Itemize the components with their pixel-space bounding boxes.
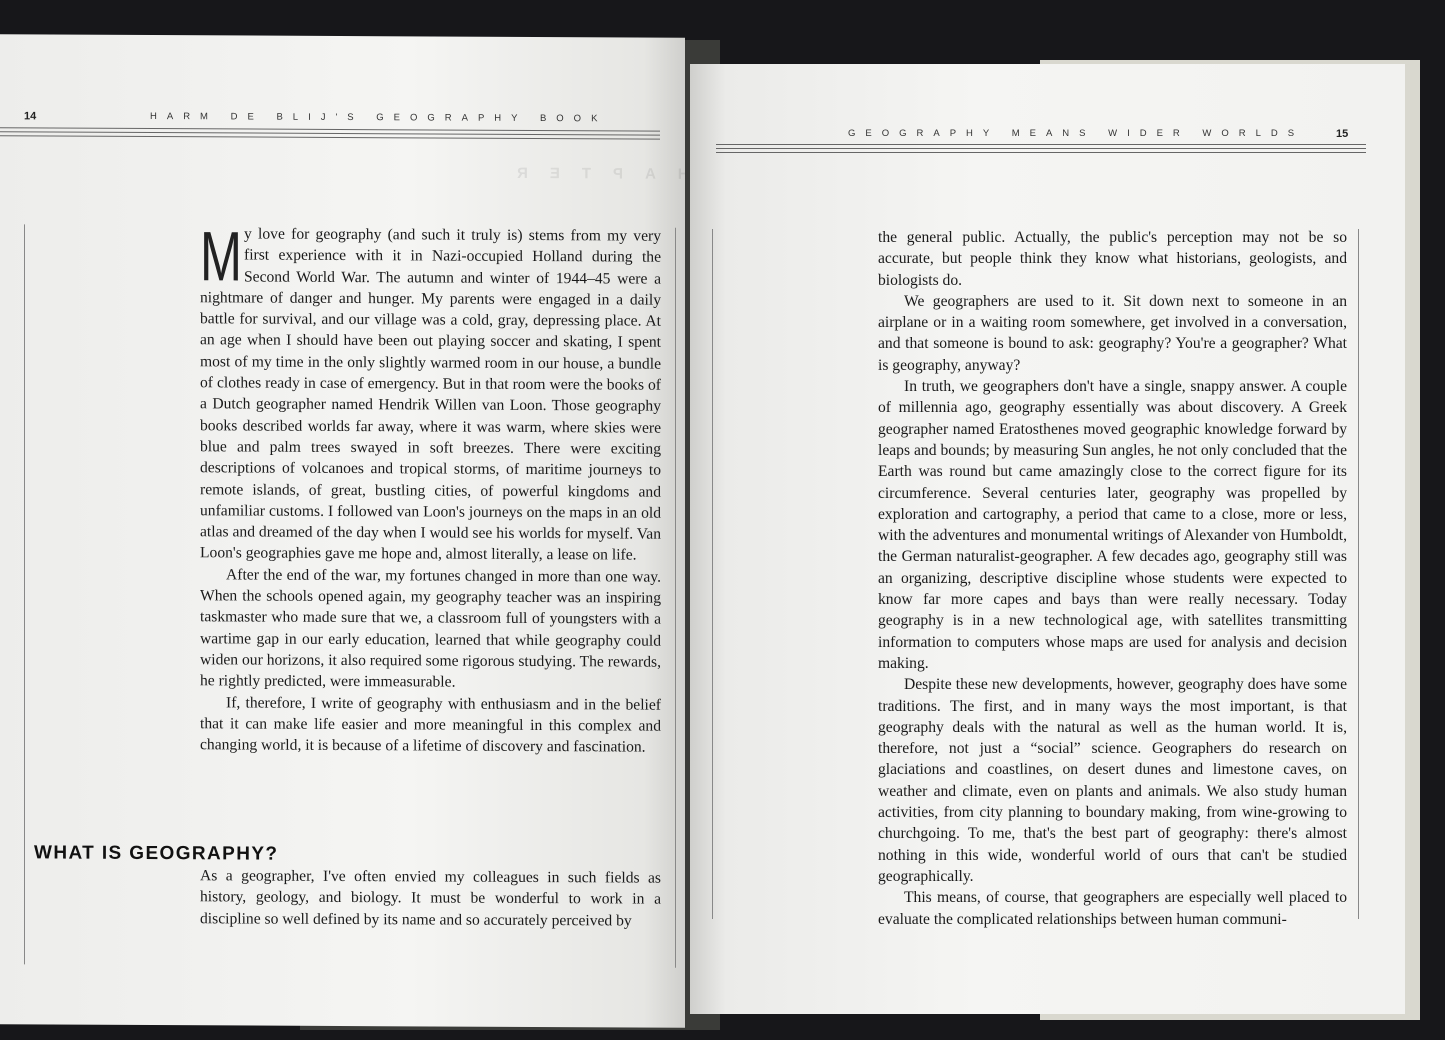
- left-margin-rule: [24, 224, 25, 964]
- right-page: [690, 64, 1405, 1014]
- paragraph: Despite these new developments, however, geography does have some traditions. The first, and in many ways the most important, is that geography deals with the natural as well as the human world. It is, therefore, not just a “social” science. Geographers do research on glaciations and coastlines, on desert dunes and limestone caves, on weather and climate, even on plants and animals. We also study human activities, from city planning to boundary making, from wine-growing to churchgoing. To me, that's the best part of geography: there's almost nothing in this wide, wonderful world of ours that can't be studied geographically.: [878, 676, 1347, 885]
- header-rule-2: [716, 148, 1366, 149]
- left-margin-rule: [712, 229, 713, 919]
- left-body-text-2: [200, 865, 661, 931]
- paragraph: y love for geography (and such it truly is) stems from my very first experience with it in Nazi-occupied Holland during the Second World War. The autumn and winter of 1944–45 were a nightmare of danger and hunger. My parents were engaged in a daily battle for survival, and our village was a cold, gray, depressing place. At an age when I should have been out playing soccer and skating, I spent most of my time in the only slightly warmed room in our house, a bundle of clothes ready in case of emergency. But in that room were the books of a Dutch geographer named Hendrik Willen van Loon. Those geography books described worlds far away, where it was warm, where skies were blue and palm trees swayed in soft breezes. There were exciting descriptions of volcanoes and tropical storms, of maritime journeys to remote islands, of great, bustling cities, of powerful kingdoms and unfamiliar customs. I followed van Loon's journeys on the maps in an old atlas and dreamed of the day when I would see his worlds for myself. Van Loon's geographies gave me hope and, almost literally, a lease on life.: [200, 225, 661, 564]
- right-margin-rule: [1358, 229, 1359, 919]
- paragraph: This means, of course, that geographers are especially well placed to evaluate the complicated relationships between human communi-: [878, 889, 1347, 928]
- right-body-text: [878, 227, 1347, 930]
- running-head-right: GEOGRAPHY MEANS WIDER WORLDS: [848, 128, 1305, 139]
- header-rule-1: [716, 144, 1366, 145]
- running-head-left: HARM DE BLIJ'S GEOGRAPHY BOOK: [150, 110, 608, 125]
- page-number-right: 15: [1336, 128, 1349, 140]
- left-page: [0, 34, 722, 1028]
- paragraph: In truth, we geographers don't have a single, snappy answer. A couple of millennia ago, geography essentially was about discovery. A Greek geographer named Eratosthenes moved geographic knowledge forward by leaps and bounds; by measuring Sun angles, he not only concluded that the Earth was round but came amazingly close to the correct figure for its circumference. Several centuries later, geography was propelled by exploration and cartography, a period that came to a close, more or less, with the adventures and monumental writings of Alexander von Humboldt, the German naturalist-geographer. A few decades ago, geography still was an organizing, descriptive discipline whose students were expected to know far more capes and bays than were really necessary. Today geography is in a new technological age, with satellites transmitting information to computers whose maps are used for analysis and decision making.: [878, 378, 1347, 672]
- left-body-text: [200, 217, 661, 758]
- chapter-label-showthrough: CHAPTER: [495, 164, 722, 183]
- paragraph: We geographers are used to it. Sit down next to someone in an airplane or in a waiting room somewhere, get involved in a conversation, and that someone is bound to ask: geography? You're a geographer? What is geography, anyway?: [878, 292, 1347, 374]
- page-number-left: 14: [24, 110, 37, 123]
- header-rule-3: [0, 135, 660, 139]
- paragraph: the general public. Actually, the public's perception may not be so accurate, but people think they know what historians, geologists, and biologists do.: [878, 229, 1347, 289]
- paragraph: After the end of the war, my fortunes changed in more than one way. When the schools opened again, my geography teacher was an inspiring taskmaster who made sure that we, a classroom full of youngsters with a wartime gap in our early education, learned that while geography could widen our horizons, it also required some rigorous studying. The rewards, he rightly predicted, were immeasurable.: [200, 566, 661, 691]
- paragraph: If, therefore, I write of geography with enthusiasm and in the belief that it can make life easier and more meaningful in this complex and changing world, it is because of a lifetime of discovery and fascination.: [200, 693, 661, 756]
- right-margin-rule: [675, 228, 676, 968]
- section-heading: WHAT IS GEOGRAPHY?: [34, 842, 279, 865]
- drop-cap: M: [200, 217, 242, 296]
- paragraph: As a geographer, I've often envied my colleagues in such fields as history, geology, and biology. It must be wonderful to work in a discipline so well defined by its name and so accurately perceived by: [200, 867, 661, 930]
- header-rule-3: [716, 152, 1366, 153]
